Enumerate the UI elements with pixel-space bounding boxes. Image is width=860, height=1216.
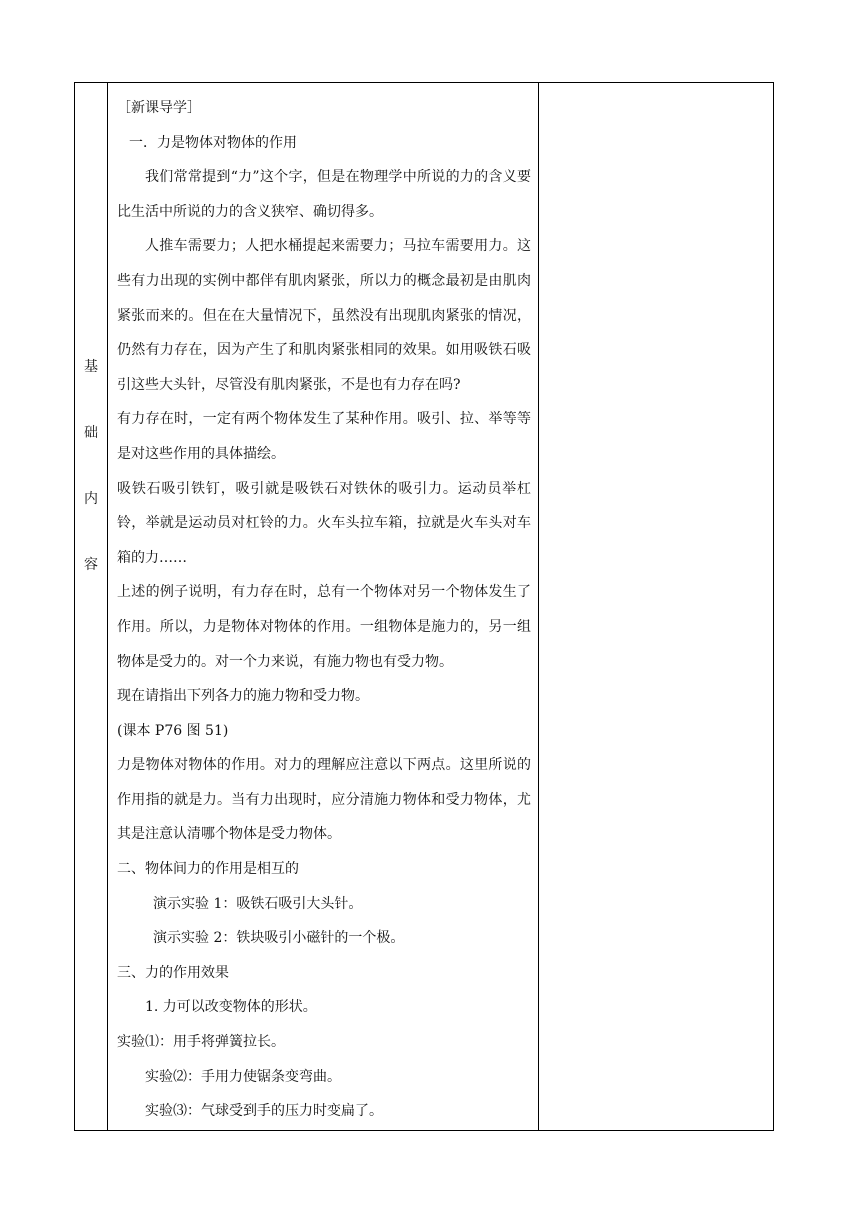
paragraph: 现在请指出下列各力的施力物和受力物。 (117, 688, 369, 705)
side-heading-char: 基 (84, 359, 98, 375)
section-title: 三、力的作用效果 (117, 964, 229, 981)
side-heading-char: 容 (84, 557, 98, 573)
paragraph: 有力存在时，一定有两个物体发生了某种作用。吸引、拉、举等等是对这些作用的具体描绘。 (117, 411, 531, 462)
paragraph: 力是物体对物体的作用。对力的理解应注意以下两点。这里所说的作用指的就是力。当有力出现时，应分清施力物体和受力物体，尤其是注意认清哪个物体是受力物体。 (117, 757, 531, 843)
lesson-content (108, 83, 538, 1129)
paragraph: 我们常常提到“力”这个字，但是在物理学中所说的力的含义要比生活中所说的力的含义狭窄、确切得多。 (117, 169, 531, 220)
section-header: ［新课导学］ (117, 100, 201, 116)
demo-experiment: 演示实验 2：铁块吸引小磁针的一个极。 (153, 930, 405, 947)
content-cell (108, 83, 539, 1131)
paragraph: 人推车需要力；人把水桶提起来需要力；马拉车需要用力。这些有力出现的实例中都伴有肌肉紧张，所以力的概念最初是由肌肉紧张而来的。但在在大量情况下，虽然没有出现肌肉紧张的情况，仍然有力存在，因为产生了和肌肉紧张相同的效果。如用吸铁石吸引这些大头针，尽管没有肌肉紧张，不是也有力存在吗? (117, 238, 531, 393)
section-title: 二、物体间力的作用是相互的 (117, 861, 299, 878)
side-heading (75, 83, 107, 621)
textbook-reference: (课本 P76 图 51) (117, 722, 229, 739)
point-item: 1. 力可以改变物体的形状。 (145, 999, 317, 1016)
lesson-table (74, 82, 774, 1131)
paragraph: 上述的例子说明，有力存在时，总有一个物体对另一个物体发生了作用。所以，力是物体对物体的作用。一组物体是施力的，另一组物体是受力的。对一个力来说，有施力物也有受力物。 (117, 584, 531, 670)
paragraph: 吸铁石吸引铁钉，吸引就是吸铁石对铁休的吸引力。运动员举杠铃，举就是运动员对杠铃的力。火车头拉车箱，拉就是火车头对车箱的力…… (117, 480, 531, 566)
section-title: 一．力是物体对物体的作用 (129, 134, 297, 151)
table-row (75, 83, 774, 1131)
experiment-item: 实验⑶：气球受到手的压力时变扁了。 (145, 1103, 383, 1120)
notes-cell (539, 83, 774, 1131)
experiment-item: 实验⑵：手用力使锯条变弯曲。 (145, 1068, 341, 1085)
side-heading-cell (75, 83, 108, 1131)
experiment-item: 实验⑴：用手将弹簧拉长。 (117, 1034, 285, 1051)
demo-experiment: 演示实验 1：吸铁石吸引大头针。 (153, 895, 363, 912)
side-heading-char: 内 (84, 491, 98, 507)
side-heading-char: 础 (84, 425, 98, 441)
